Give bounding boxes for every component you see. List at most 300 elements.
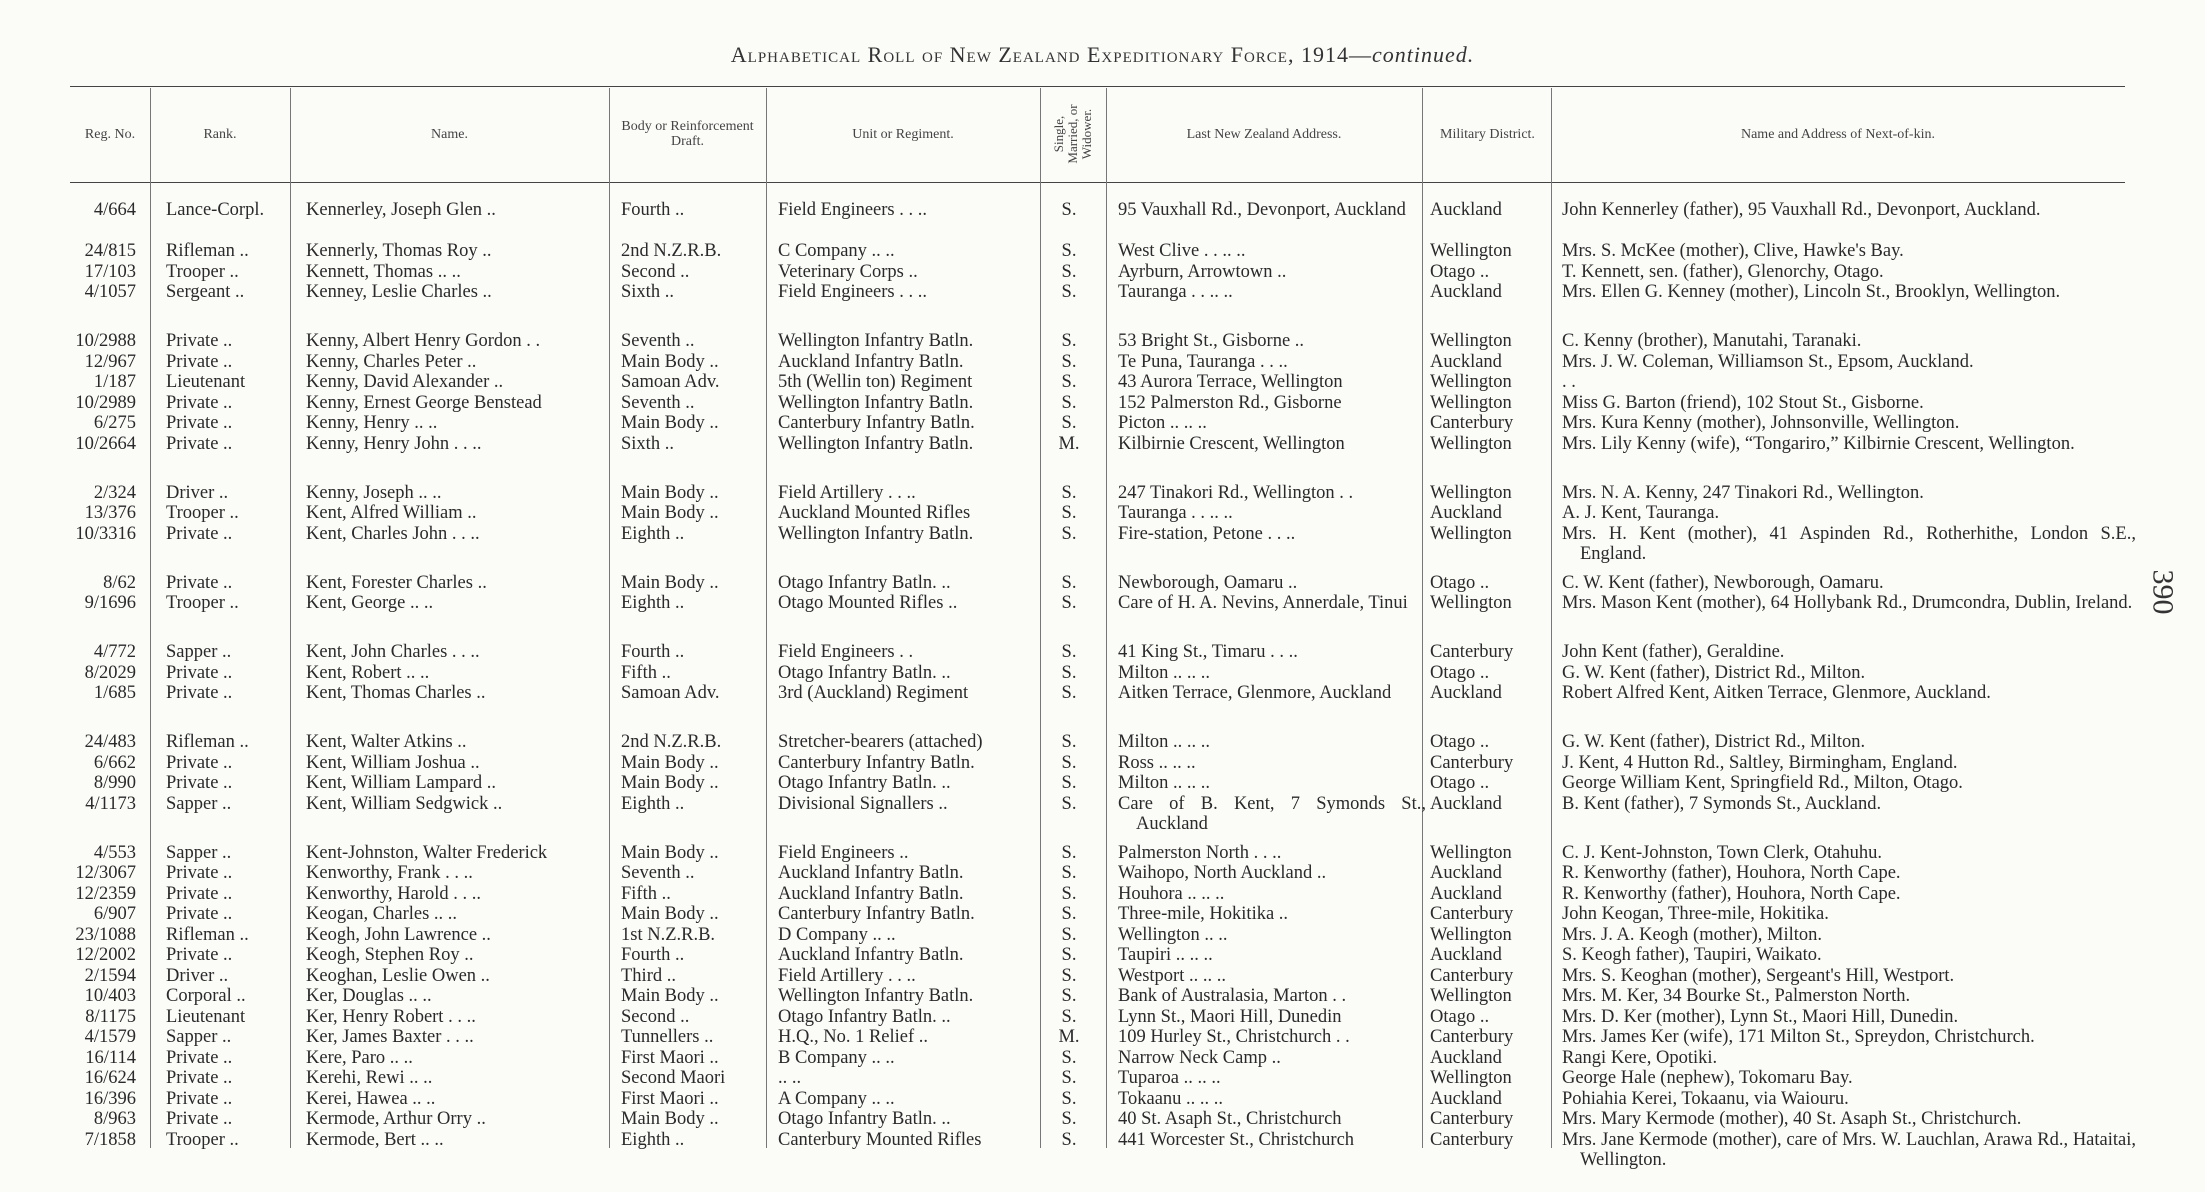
cell-rank: Trooper .. <box>166 261 239 282</box>
cell-rank: Trooper .. <box>166 593 239 613</box>
cell-body: 1st N.Z.R.B. <box>621 924 716 945</box>
cell-reg: 8/990 <box>93 773 136 793</box>
cell-address: Milton .. .. .. <box>1118 773 1210 793</box>
cell-unit: A Company .. .. <box>778 1088 895 1109</box>
table-row <box>0 683 2205 732</box>
cell-status: S. <box>1061 372 1077 392</box>
cell-name: Kerehi, Rewi .. .. <box>306 1068 433 1088</box>
cell-district: Auckland <box>1430 1088 1502 1109</box>
cell-address: 441 Worcester St., Christchurch <box>1118 1129 1355 1150</box>
cell-address: Lynn St., Maori Hill, Dunedin <box>1118 1006 1342 1027</box>
table-row <box>0 843 2205 864</box>
cell-name: Ker, Henry Robert . . .. <box>306 1006 476 1027</box>
table-row <box>0 1027 2205 1048</box>
cell-name: Kent, Alfred William .. <box>306 503 477 523</box>
cell-status: S. <box>1061 883 1077 904</box>
cell-kin: G. W. Kent (father), District Rd., Milton. <box>1562 732 1866 752</box>
cell-address: Tauranga . . .. .. <box>1118 503 1233 523</box>
cell-reg: 4/553 <box>93 842 136 863</box>
cell-unit: Otago Infantry Batln. .. <box>778 1006 951 1027</box>
cell-unit: H.Q., No. 1 Relief .. <box>778 1027 929 1047</box>
cell-rank: Private .. <box>166 773 233 793</box>
cell-rank: Corporal .. <box>166 986 246 1006</box>
cell-district: Auckland <box>1430 945 1502 965</box>
cell-rank: Private .. <box>166 433 233 454</box>
cell-district: Wellington <box>1430 986 1512 1006</box>
cell-reg: 6/662 <box>93 752 136 773</box>
cell-district: Auckland <box>1430 503 1502 523</box>
cell-unit: 3rd (Auckland) Regiment <box>778 683 969 703</box>
cell-name: Ker, Douglas .. .. <box>306 986 432 1006</box>
cell-reg: 7/1858 <box>84 1129 136 1150</box>
page-title: Alphabetical Roll of New Zealand Expeditionary Force, 1914—continued. <box>730 42 1475 67</box>
cell-unit: Field Engineers . . <box>778 642 914 662</box>
cell-status: S. <box>1061 683 1077 703</box>
cell-kin: B. Kent (father), 7 Symonds St., Auckland. <box>1562 793 1882 814</box>
table-row <box>0 1048 2205 1069</box>
cell-address: 40 St. Asaph St., Christchurch <box>1118 1109 1342 1129</box>
table-row <box>0 503 2205 524</box>
cell-address: Picton .. .. .. <box>1118 413 1207 433</box>
header-rank: Rank. <box>203 126 237 142</box>
cell-body: Sixth .. <box>621 433 674 454</box>
table-row <box>0 352 2205 373</box>
cell-body: 2nd N.Z.R.B. <box>621 241 722 261</box>
cell-district: Wellington <box>1430 924 1512 945</box>
cell-address: 109 Hurley St., Christchurch . . <box>1118 1027 1350 1047</box>
cell-unit: .. .. <box>778 1068 802 1088</box>
cell-unit: D Company .. .. <box>778 924 896 945</box>
cell-address: Ayrburn, Arrowtown .. <box>1118 261 1287 282</box>
cell-body: Main Body .. <box>621 413 719 433</box>
cell-body: Second .. <box>621 261 690 282</box>
table-row <box>0 753 2205 774</box>
cell-kin: Mrs. H. Kent (mother), 41 Aspinden Rd., Rotherhithe, London S.E., England. <box>1562 523 2136 564</box>
cell-address: Milton .. .. .. <box>1118 732 1210 752</box>
cell-status: S. <box>1061 773 1077 793</box>
cell-body: Fourth .. <box>621 945 685 965</box>
cell-kin: S. Keogh father), Taupiri, Waikato. <box>1562 945 1822 965</box>
cell-body: Seventh .. <box>621 392 695 413</box>
cell-reg: 10/2989 <box>75 392 136 413</box>
cell-unit: Wellington Infantry Batln. <box>778 433 974 454</box>
cell-name: Kent-Johnston, Walter Frederick <box>306 842 548 863</box>
cell-rank: Private .. <box>166 392 233 413</box>
table-row <box>0 966 2205 987</box>
cell-rank: Lance-Corpl. <box>166 200 265 220</box>
cell-district: Otago .. <box>1430 572 1490 593</box>
header-rule <box>70 182 2125 183</box>
cell-kin: Mrs. S. McKee (mother), Clive, Hawke's Bay. <box>1562 241 1904 261</box>
cell-address: Care of H. A. Nevins, Annerdale, Tinui <box>1118 593 1408 613</box>
cell-body: Fourth .. <box>621 200 685 220</box>
cell-kin: Mrs. D. Ker (mother), Lynn St., Maori Hill, Dunedin. <box>1562 1006 1959 1027</box>
cell-body: Eighth .. <box>621 1129 685 1150</box>
header-address: Last New Zealand Address. <box>1186 126 1342 142</box>
cell-name: Kenny, Henry .. .. <box>306 413 438 433</box>
cell-reg: 10/2664 <box>75 433 136 454</box>
table-row <box>0 413 2205 434</box>
cell-status: S. <box>1061 986 1077 1006</box>
cell-district: Canterbury <box>1430 965 1514 986</box>
table-row <box>0 262 2205 283</box>
cell-reg: 6/275 <box>93 413 136 433</box>
table-row <box>0 593 2205 642</box>
cell-reg: 4/1057 <box>84 282 136 302</box>
cell-name: Kermode, Bert .. .. <box>306 1129 444 1150</box>
cell-body: Eighth .. <box>621 793 685 814</box>
cell-status: S. <box>1061 793 1077 814</box>
cell-kin: Mrs. Lily Kenny (wife), “Tongariro,” Kilbirnie Crescent, Wellington. <box>1562 433 2075 454</box>
cell-rank: Rifleman .. <box>166 241 249 261</box>
cell-name: Kenny, Ernest George Benstead <box>306 392 542 413</box>
cell-reg: 8/1175 <box>85 1006 136 1027</box>
cell-unit: Stretcher-bearers (attached) <box>778 732 983 752</box>
cell-kin: Mrs. Mary Kermode (mother), 40 St. Asaph St., Christchurch. <box>1562 1109 2022 1129</box>
cell-status: M. <box>1058 1027 1080 1047</box>
cell-status: S. <box>1061 1129 1077 1150</box>
cell-unit: Canterbury Infantry Batln. <box>778 413 975 433</box>
cell-reg: 8/963 <box>93 1109 136 1129</box>
cell-unit: Field Artillery . . .. <box>778 482 916 503</box>
cell-rank: Private .. <box>166 1088 233 1109</box>
cell-district: Canterbury <box>1430 1027 1514 1047</box>
cell-status: S. <box>1061 642 1077 662</box>
cell-unit: Wellington Infantry Batln. <box>778 523 974 544</box>
cell-address: Westport .. .. .. <box>1118 965 1226 986</box>
cell-body: Second .. <box>621 1006 690 1027</box>
table-row <box>0 986 2205 1007</box>
cell-reg: 12/967 <box>84 351 136 372</box>
cell-unit: Auckland Mounted Rifles <box>778 503 971 523</box>
header-body: Body or Reinforcement Draft. <box>621 119 754 149</box>
cell-body: Main Body .. <box>621 752 719 773</box>
cell-district: Canterbury <box>1430 752 1514 773</box>
cell-district: Otago .. <box>1430 773 1490 793</box>
cell-kin: R. Kenworthy (father), Houhora, North Cape. <box>1562 863 1901 883</box>
cell-unit: Field Engineers . . .. <box>778 200 928 220</box>
cell-rank: Private .. <box>166 1047 233 1068</box>
cell-district: Otago .. <box>1430 732 1490 752</box>
cell-kin: A. J. Kent, Tauranga. <box>1562 503 1720 523</box>
cell-name: Ker, James Baxter . . .. <box>306 1027 474 1047</box>
title-continued: continued. <box>1371 42 1475 67</box>
cell-name: Kerei, Hawea .. .. <box>306 1088 436 1109</box>
table-row <box>0 524 2205 573</box>
cell-rank: Trooper .. <box>166 503 239 523</box>
cell-status: S. <box>1061 351 1077 372</box>
cell-kin: Mrs. S. Keoghan (mother), Sergeant's Hill, Westport. <box>1562 965 1955 986</box>
cell-reg: 4/772 <box>93 642 136 662</box>
cell-district: Canterbury <box>1430 1129 1514 1150</box>
cell-name: Kent, William Lampard .. <box>306 773 497 793</box>
cell-body: Third .. <box>621 965 676 986</box>
table-row <box>0 863 2205 884</box>
cell-unit: Otago Infantry Batln. .. <box>778 773 951 793</box>
cell-body: Fifth .. <box>621 883 671 904</box>
cell-district: Auckland <box>1430 282 1502 302</box>
cell-reg: 4/1173 <box>85 793 136 814</box>
cell-district: Wellington <box>1430 523 1512 544</box>
table-row <box>0 884 2205 905</box>
cell-status: S. <box>1061 863 1077 883</box>
table-row <box>0 642 2205 663</box>
cell-district: Canterbury <box>1430 904 1514 924</box>
cell-name: Kenny, David Alexander .. <box>306 372 504 392</box>
cell-name: Keoghan, Leslie Owen .. <box>306 965 490 986</box>
cell-name: Kenworthy, Frank . . .. <box>306 863 473 883</box>
table-row <box>0 663 2205 684</box>
cell-district: Auckland <box>1430 883 1502 904</box>
cell-reg: 4/664 <box>93 200 136 220</box>
cell-body: Main Body .. <box>621 351 719 372</box>
cell-reg: 8/2029 <box>84 662 136 683</box>
table-row <box>0 1068 2205 1089</box>
cell-status: M. <box>1058 433 1080 454</box>
cell-name: Kent, Forester Charles .. <box>306 572 487 593</box>
cell-body: Second Maori <box>621 1068 726 1088</box>
table-row <box>0 732 2205 753</box>
cell-unit: Otago Infantry Batln. .. <box>778 1109 951 1129</box>
top-rule <box>70 86 2125 87</box>
cell-kin: John Kennerley (father), 95 Vauxhall Rd., Devonport, Auckland. <box>1562 200 2041 220</box>
cell-kin: Mrs. N. A. Kenny, 247 Tinakori Rd., Wellington. <box>1562 482 1924 503</box>
cell-rank: Sergeant .. <box>166 282 245 302</box>
cell-kin: Mrs. M. Ker, 34 Bourke St., Palmerston North. <box>1562 986 1911 1006</box>
cell-kin: C. W. Kent (father), Newborough, Oamaru. <box>1562 572 1884 593</box>
table-row <box>0 282 2205 331</box>
cell-rank: Private .. <box>166 413 233 433</box>
cell-name: Kenny, Joseph .. .. <box>306 482 442 503</box>
cell-reg: 8/62 <box>103 572 136 593</box>
cell-address: 247 Tinakori Rd., Wellington . . <box>1118 482 1354 503</box>
cell-address: Bank of Australasia, Marton . . <box>1118 986 1347 1006</box>
cell-status: S. <box>1061 200 1077 220</box>
cell-rank: Rifleman .. <box>166 732 249 752</box>
cell-status: S. <box>1061 241 1077 261</box>
cell-kin: George Hale (nephew), Tokomaru Bay. <box>1562 1068 1853 1088</box>
cell-status: S. <box>1061 523 1077 544</box>
cell-status: S. <box>1061 503 1077 523</box>
page-number: 390 <box>2146 569 2180 615</box>
cell-reg: 24/815 <box>84 241 136 261</box>
cell-unit: Veterinary Corps .. <box>778 261 918 282</box>
cell-unit: Canterbury Infantry Batln. <box>778 752 975 773</box>
cell-kin: John Keogan, Three-mile, Hokitika. <box>1562 904 1829 924</box>
cell-rank: Sapper .. <box>166 793 232 814</box>
cell-rank: Lieutenant <box>166 372 246 392</box>
cell-reg: 23/1088 <box>75 924 136 945</box>
cell-kin: Mrs. Ellen G. Kenney (mother), Lincoln St., Brooklyn, Wellington. <box>1562 282 2061 302</box>
cell-status: S. <box>1061 282 1077 302</box>
cell-name: Kent, Walter Atkins .. <box>306 732 467 752</box>
cell-status: S. <box>1061 413 1077 433</box>
cell-district: Otago .. <box>1430 1006 1490 1027</box>
cell-body: Fifth .. <box>621 662 671 683</box>
cell-reg: 1/685 <box>93 683 136 703</box>
cell-district: Wellington <box>1430 842 1512 863</box>
header-status: Single, Married, or Widower. <box>1051 104 1094 164</box>
table-row <box>0 483 2205 504</box>
cell-rank: Private .. <box>166 331 233 351</box>
cell-status: S. <box>1061 1068 1077 1088</box>
cell-unit: Auckland Infantry Batln. <box>778 863 964 883</box>
cell-name: Keogh, John Lawrence .. <box>306 924 491 945</box>
cell-rank: Private .. <box>166 945 233 965</box>
cell-body: Main Body .. <box>621 1109 719 1129</box>
cell-rank: Private .. <box>166 752 233 773</box>
cell-unit: Otago Mounted Rifles .. <box>778 593 958 613</box>
table-row <box>0 1109 2205 1130</box>
cell-kin: C. Kenny (brother), Manutahi, Taranaki. <box>1562 331 1862 351</box>
cell-district: Auckland <box>1430 351 1502 372</box>
cell-address: 152 Palmerston Rd., Gisborne <box>1118 392 1342 413</box>
cell-kin: J. Kent, 4 Hutton Rd., Saltley, Birmingham, England. <box>1562 752 1958 773</box>
cell-name: Kermode, Arthur Orry .. <box>306 1109 486 1129</box>
cell-address: Palmerston North . . .. <box>1118 842 1282 863</box>
cell-address: Tuparoa .. .. .. <box>1118 1068 1221 1088</box>
cell-unit: Wellington Infantry Batln. <box>778 331 974 351</box>
header-unit: Unit or Regiment. <box>852 126 954 142</box>
cell-body: Sixth .. <box>621 282 674 302</box>
cell-unit: B Company .. .. <box>778 1047 895 1068</box>
cell-district: Otago .. <box>1430 261 1490 282</box>
cell-body: First Maori .. <box>621 1047 719 1068</box>
cell-reg: 6/907 <box>93 904 136 924</box>
cell-name: Kenny, Albert Henry Gordon . . <box>306 331 541 351</box>
cell-reg: 2/1594 <box>84 965 136 986</box>
cell-unit: Divisional Signallers .. <box>778 793 948 814</box>
cell-address: 43 Aurora Terrace, Wellington <box>1118 372 1343 392</box>
cell-body: Samoan Adv. <box>621 683 720 703</box>
cell-body: Main Body .. <box>621 986 719 1006</box>
cell-rank: Sapper .. <box>166 842 232 863</box>
cell-address: Wellington .. .. <box>1118 924 1228 945</box>
cell-body: Main Body .. <box>621 482 719 503</box>
cell-address: Milton .. .. .. <box>1118 662 1210 683</box>
cell-rank: Private .. <box>166 863 233 883</box>
cell-rank: Private .. <box>166 662 233 683</box>
cell-status: S. <box>1061 662 1077 683</box>
cell-district: Wellington <box>1430 433 1512 454</box>
cell-name: Keogan, Charles .. .. <box>306 904 458 924</box>
cell-unit: Wellington Infantry Batln. <box>778 986 974 1006</box>
cell-body: Samoan Adv. <box>621 372 720 392</box>
cell-rank: Private .. <box>166 572 233 593</box>
cell-district: Auckland <box>1430 683 1502 703</box>
cell-name: Kent, William Sedgwick .. <box>306 793 503 814</box>
cell-district: Canterbury <box>1430 642 1514 662</box>
cell-rank: Private .. <box>166 883 233 904</box>
cell-body: Eighth .. <box>621 523 685 544</box>
cell-address: Waihopo, North Auckland .. <box>1118 863 1327 883</box>
cell-name: Kent, Charles John . . .. <box>306 523 480 544</box>
cell-unit: Otago Infantry Batln. .. <box>778 662 951 683</box>
cell-kin: Mrs. J. W. Coleman, Williamson St., Epsom, Auckland. <box>1562 351 1974 372</box>
cell-district: Wellington <box>1430 593 1512 613</box>
cell-address: Te Puna, Tauranga . . .. <box>1118 351 1288 372</box>
table-row <box>0 1129 2205 1170</box>
cell-kin: Rangi Kere, Opotiki. <box>1562 1047 1718 1068</box>
cell-reg: 12/3067 <box>75 863 136 883</box>
cell-address: 95 Vauxhall Rd., Devonport, Auckland <box>1118 200 1406 220</box>
cell-rank: Driver .. <box>166 482 229 503</box>
cell-unit: 5th (Wellin ton) Regiment <box>778 372 973 392</box>
cell-unit: Canterbury Infantry Batln. <box>778 904 975 924</box>
cell-address: Care of B. Kent, 7 Symonds St., Auckland <box>1118 793 1426 834</box>
cell-name: Kennerly, Thomas Roy .. <box>306 241 492 261</box>
cell-reg: 24/483 <box>84 732 136 752</box>
cell-status: S. <box>1061 331 1077 351</box>
table-row <box>0 904 2205 925</box>
cell-status: S. <box>1061 945 1077 965</box>
cell-kin: Mrs. Kura Kenny (mother), Johnsonville, Wellington. <box>1562 413 1960 433</box>
cell-unit: Field Engineers .. <box>778 842 909 863</box>
cell-body: Main Body .. <box>621 773 719 793</box>
cell-name: Kenworthy, Harold . . .. <box>306 883 482 904</box>
cell-body: Main Body .. <box>621 572 719 593</box>
cell-rank: Private .. <box>166 351 233 372</box>
cell-status: S. <box>1061 904 1077 924</box>
cell-address: Fire-station, Petone . . .. <box>1118 523 1296 544</box>
cell-reg: 16/396 <box>84 1088 136 1109</box>
cell-name: Keogh, Stephen Roy .. <box>306 945 474 965</box>
cell-district: Otago .. <box>1430 662 1490 683</box>
roll-table <box>0 200 2205 1170</box>
table-row <box>0 794 2205 843</box>
cell-rank: Driver .. <box>166 965 229 986</box>
cell-reg: 4/1579 <box>84 1027 136 1047</box>
cell-body: Seventh .. <box>621 331 695 351</box>
header-name: Name. <box>431 126 468 142</box>
cell-address: Houhora .. .. .. <box>1118 883 1225 904</box>
cell-kin: George William Kent, Springfield Rd., Milton, Otago. <box>1562 773 1963 793</box>
cell-status: S. <box>1061 482 1077 503</box>
cell-status: S. <box>1061 924 1077 945</box>
cell-rank: Private .. <box>166 904 233 924</box>
table-row <box>0 925 2205 946</box>
table-row <box>0 573 2205 594</box>
cell-rank: Private .. <box>166 683 233 703</box>
cell-district: Wellington <box>1430 241 1512 261</box>
cell-status: S. <box>1061 965 1077 986</box>
cell-reg: 1/187 <box>93 372 136 392</box>
cell-rank: Private .. <box>166 523 233 544</box>
cell-rank: Private .. <box>166 1109 233 1129</box>
cell-district: Auckland <box>1430 1047 1502 1068</box>
cell-kin: Pohiahia Kerei, Tokaanu, via Waiouru. <box>1562 1088 1849 1109</box>
cell-district: Wellington <box>1430 392 1512 413</box>
cell-status: S. <box>1061 732 1077 752</box>
cell-name: Kennett, Thomas .. .. <box>306 261 461 282</box>
cell-unit: Auckland Infantry Batln. <box>778 351 964 372</box>
cell-rank: Lieutenant <box>166 1006 246 1027</box>
cell-address: Three-mile, Hokitika .. <box>1118 904 1289 924</box>
header-kin: Name and Address of Next-of-kin. <box>1740 126 1935 142</box>
cell-reg: 17/103 <box>84 261 136 282</box>
table-row <box>0 393 2205 414</box>
cell-rank: Trooper .. <box>166 1129 239 1150</box>
cell-body: First Maori .. <box>621 1088 719 1109</box>
cell-name: Kent, George .. .. <box>306 593 434 613</box>
table-row <box>0 434 2205 483</box>
cell-status: S. <box>1061 1006 1077 1027</box>
cell-unit: Otago Infantry Batln. .. <box>778 572 951 593</box>
cell-status: S. <box>1061 1109 1077 1129</box>
cell-district: Wellington <box>1430 1068 1512 1088</box>
cell-district: Auckland <box>1430 200 1502 220</box>
cell-unit: Field Artillery . . .. <box>778 965 916 986</box>
